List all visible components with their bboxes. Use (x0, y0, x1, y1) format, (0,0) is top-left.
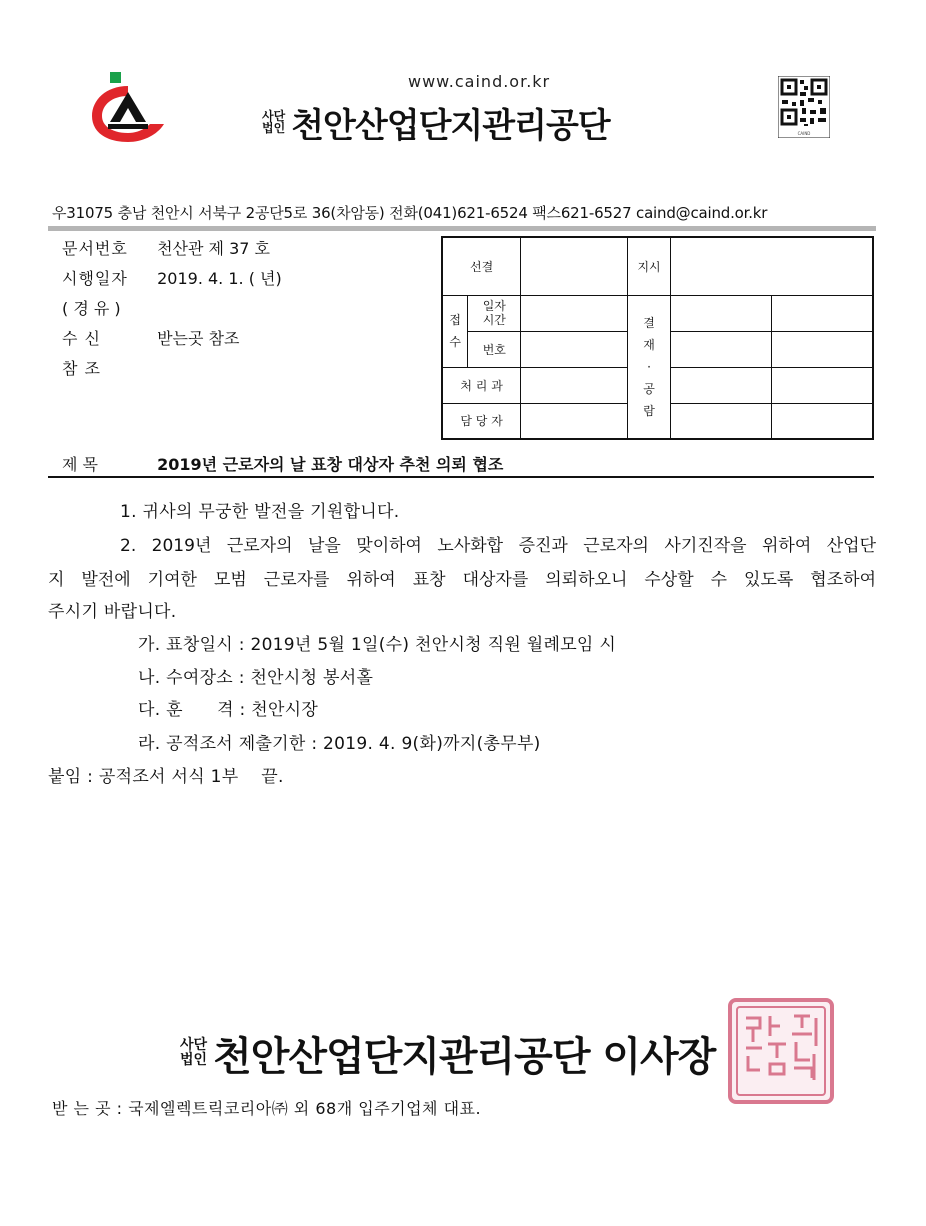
item-b: 나. 수여장소 : 천안시청 봉서홀 (138, 668, 374, 688)
person-in-charge-cell (521, 403, 627, 439)
website-url: www.caind.or.kr (408, 72, 551, 91)
via-row: ( 경 유 ) (62, 299, 121, 318)
reference-row: 참 조 (62, 359, 101, 378)
processing-dept-label: 처 리 과 (442, 367, 521, 403)
recipients-line: 받 는 곳 : 국제엘렉트릭코리아㈜ 외 68개 입주기업체 대표. (52, 1099, 482, 1118)
processing-dept-cell (521, 367, 627, 403)
paragraph-2-line-3: 주시기 바랍니다. (48, 602, 177, 622)
approval-cell (671, 295, 771, 331)
jisi-cell (671, 237, 873, 295)
signature-block (180, 1028, 715, 1078)
seongyeol-cell (521, 237, 627, 295)
doc-number-row: 문서번호 천산관 제 37 호 (62, 239, 270, 258)
org-name: 천안산업단지관리공단 (291, 105, 610, 146)
recipient-row: 수 신 받는곳 참조 (62, 329, 240, 348)
person-in-charge-label: 담 당 자 (442, 403, 521, 439)
paragraph-1: 1. 귀사의 무궁한 발전을 기원합니다. (120, 502, 400, 522)
attachment-line: 붙임 : 공적조서 서식 1부 끝. (48, 767, 284, 787)
subject-row (62, 452, 503, 475)
item-a: 가. 표창일시 : 2019년 5월 1일(수) 천안시청 직원 월례모임 시 (138, 635, 617, 655)
approval-cell (771, 403, 873, 439)
date-row: 시행일자 2019. 4. 1. ( 년) (62, 269, 282, 288)
org-logo-icon (88, 72, 168, 144)
paragraph-2-line-1: 2. 2019년 근로자의 날을 맞이하여 노사화합 증진과 근로자의 사기진작을 위하여 산업단 (120, 536, 876, 556)
approval-cell (671, 331, 771, 367)
qr-code-icon (778, 76, 830, 138)
approval-table (441, 236, 874, 440)
signature-prefix: 사단 법인 (180, 1037, 208, 1068)
item-d: 라. 공적조서 제출기한 : 2019. 4. 9(화)까지(총무부) (138, 734, 541, 754)
subject-title: 2019년 근로자의 날 표창 대상자 추천 의뢰 협조 (157, 455, 504, 474)
approval-cell (771, 295, 873, 331)
org-prefix: 사단 법인 (262, 109, 286, 135)
subject-label: 제 목 (62, 455, 98, 474)
approval-cell (671, 403, 771, 439)
seongyeol-label: 선결 (442, 237, 521, 295)
item-c: 다. 훈 격 : 천안시장 (138, 700, 319, 720)
number-cell (521, 331, 627, 367)
org-title (262, 100, 610, 144)
svg-text:CAIND: CAIND (797, 131, 811, 136)
subject-divider (48, 476, 874, 478)
date-time-label: 일자 시간 (468, 295, 521, 331)
approval-cell (671, 367, 771, 403)
approval-cell (771, 367, 873, 403)
number-label: 번호 (468, 331, 521, 367)
header-divider (48, 226, 876, 231)
gyeoljae-label: 결 재 · 공 람 (627, 295, 671, 439)
signature-name: 천안산업단지관리공단 이사장 (213, 1033, 716, 1080)
official-seal-icon (728, 998, 834, 1104)
jisi-label: 지시 (627, 237, 671, 295)
date-time-cell (521, 295, 627, 331)
approval-cell (771, 331, 873, 367)
paragraph-2-line-2: 지 발전에 기여한 모범 근로자를 위하여 표창 대상자를 의뢰하오니 수상할 수 있도록 협조하여 (48, 570, 876, 590)
jeopsu-label: 접 수 (442, 295, 468, 367)
address-line: 우31075 충남 천안시 서북구 2공단5로 36(차암동) 전화(041)621-6524 팩스621-6527 caind@caind.or.kr (52, 204, 768, 222)
